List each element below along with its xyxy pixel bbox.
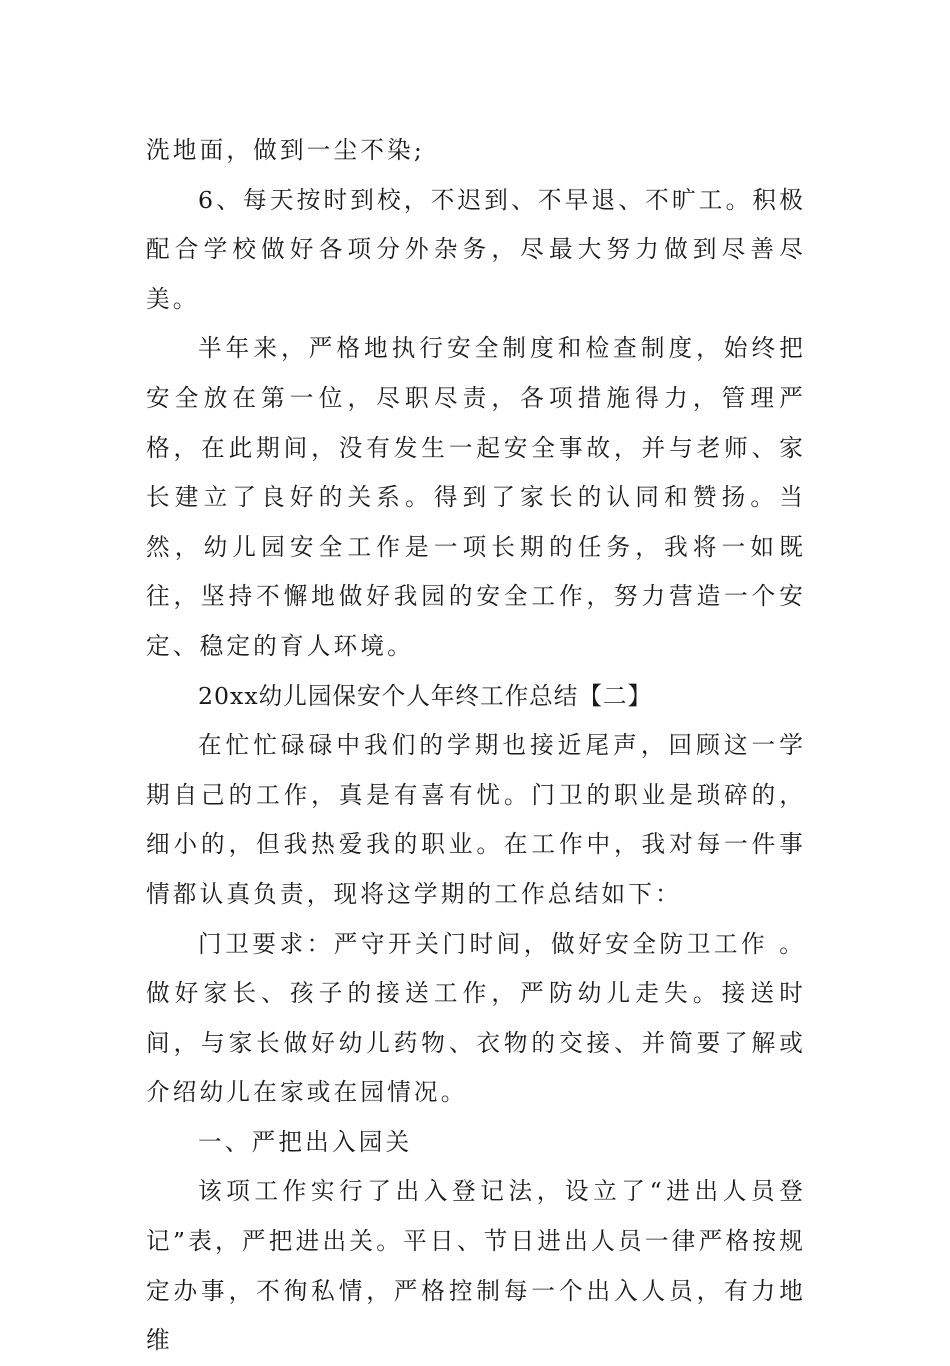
- paragraph-half-year-summary: 半年来，严格地执行安全制度和检查制度，始终把安全放在第一位，尽职尽责，各项措施得力，管理严格，在此期间，没有发生一起安全事故，并与老师、家长建立了良好的关系。得到了家长的认同和赞扬。当然，幼儿园安全工作是一项长期的任务，我将一如既往，坚持不懈地做好我园的安全工作，努力营造一个安定、稳定的育人环境。: [146, 334, 806, 660]
- paragraph-gatekeeper-requirements: 门卫要求：严守开关门时间，做好安全防卫工作 。做好家长、孩子的接送工作，严防幼儿走失。接送时间，与家长做好幼儿药物、衣物的交接、并简要了解或介绍幼儿在家或在园情况。: [146, 929, 806, 1107]
- paragraph-semester-review: 在忙忙碌碌中我们的学期也接近尾声，回顾这一学期自己的工作，真是有喜有忧。门卫的职业是琐碎的，细小的，但我热爱我的职业。在工作中，我对每一件事情都认真负责，现将这学期的工作总结如下：: [146, 731, 806, 908]
- document-body: [146, 126, 806, 1366]
- subheading-entry-control: 一、严把出入园关: [198, 1127, 413, 1156]
- paragraph-continuation: 洗地面，做到一尘不染;: [146, 136, 426, 164]
- section-heading-two: 20xx幼儿园保安个人年终工作总结【二】: [198, 681, 653, 710]
- paragraph-item-6: 6、每天按时到校，不迟到、不早退、不旷工。积极配合学校做好各项分外杂务，尽最大努力做到尽善尽美。: [146, 185, 806, 313]
- paragraph-entry-registration: 该项工作实行了出入登记法，设立了“进出人员登记”表，严把进出关。平日、节日进出人员一律严格按规定办事，不徇私情，严格控制每一个出入人员，有力地维: [146, 1177, 806, 1355]
